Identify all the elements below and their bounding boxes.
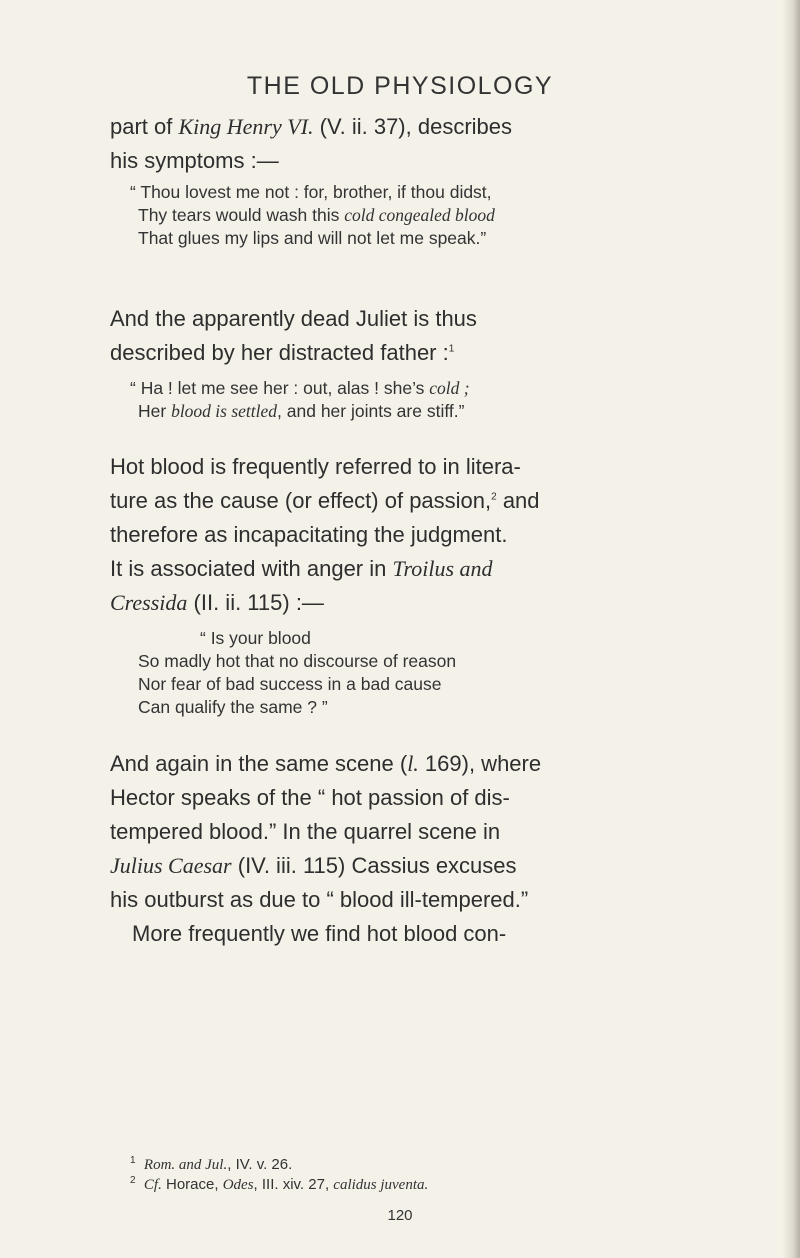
footnote-2: $^2$ Cf. Horace, Odes, III. xiv. 27, calidus juventa. <box>130 1175 429 1193</box>
paragraph-2: And the apparently dead Juliet is thus described by her distracted father :$^1$ <box>110 306 477 365</box>
quote-2: “ Ha ! let me see her : out, alas ! she’s cold ; Her blood is settled, and her joints are stiff.” <box>130 378 470 421</box>
paragraph-1: part of King Henry VI. (V. ii. 37), describes his symptoms :— <box>110 114 513 173</box>
footnotes <box>130 1155 690 1195</box>
quote-1: “ Thou lovest me not : for, brother, if thou didst, Thy tears would wash this cold congealed blood That glues my lips and will not let me speak.” <box>130 182 495 248</box>
paragraph-3: Hot blood is frequently referred to in litera- ture as the cause (or effect) of passion,$^2$ and therefore as incapacitating the judgment. It is associated with anger in Troilus and Cressida (II. ii. 115) :— <box>110 454 540 615</box>
paragraph-4: And again in the same scene (l. 169), where Hector speaks of the “ hot passion of dis- tempered blood.” In the quarrel scene in Julius Caesar (IV. iii. 115) Cassius excuses his outburst as due to “ blood ill-tempered.” More frequently we find hot blood con- <box>110 751 542 946</box>
page-number: 120 <box>387 1207 413 1224</box>
footnote-ref-1: 1 <box>448 343 455 355</box>
running-header: THE OLD PHYSIOLOGY <box>246 72 554 100</box>
quote-3: “ Is your blood So madly hot that no discourse of reason Nor fear of bad success in a bad cause Can qualify the same ? ” <box>138 628 457 717</box>
page-edge-shadow <box>782 0 800 1258</box>
footnote-1: $^1$ Rom. and Jul., IV. v. 26. <box>130 1155 293 1173</box>
footnote-ref-2: 2 <box>491 491 497 503</box>
